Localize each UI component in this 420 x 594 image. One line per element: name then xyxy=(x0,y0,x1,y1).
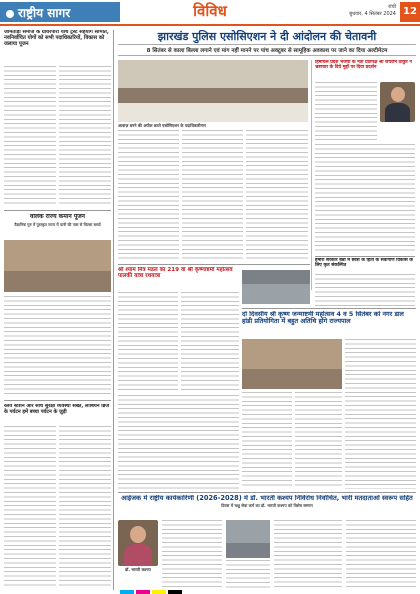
bottom-text-b xyxy=(226,560,270,588)
side-divider-2 xyxy=(315,256,415,257)
left-story1-headline-box xyxy=(4,30,111,64)
left-story2-text xyxy=(4,296,111,396)
brand-name: राष्ट्रीय सागर xyxy=(18,6,71,20)
side-headline-box xyxy=(315,60,415,80)
bottom-portrait-caption: डॉ. भारती कश्यप xyxy=(125,567,151,572)
bottom-portrait xyxy=(118,520,158,566)
left-story2-photo xyxy=(4,240,111,292)
lead-text-col1 xyxy=(118,130,179,260)
side-divider xyxy=(311,60,312,290)
brand-logo xyxy=(0,2,120,22)
left-divider-1 xyxy=(4,210,111,211)
lead-headline: झारखंड पुलिस एसोसिएशन ने दी आंदोलन की चेतावनी xyxy=(157,30,377,43)
lead-text-col3 xyxy=(246,130,308,260)
left-story3-headline-box xyxy=(4,404,111,424)
lead-photo-caption: आवाज़ बनने की अपील करते एसोसिएशन के पदाधिकारीगण xyxy=(118,123,206,128)
left-story3-text-b xyxy=(59,426,111,586)
mid-photo xyxy=(242,270,310,304)
masthead xyxy=(0,0,420,26)
section-title: विविध xyxy=(193,2,227,20)
mid-headline: श्री श्याम मित्र मंडल का 219 वां श्री कृष्णाष्टमी महोत्सव पालकी यात्रा रथयात्रा xyxy=(118,267,233,280)
mid-text-b xyxy=(181,292,239,392)
left-story3-text-a xyxy=(4,426,56,586)
lead-text-col2 xyxy=(182,130,243,260)
fest-text-c xyxy=(295,392,342,489)
print-mark-black xyxy=(168,590,182,594)
leaf-icon xyxy=(6,10,14,18)
left-story1-text-a xyxy=(4,66,56,206)
fest-headline: दो दिवसीय श्री कृष्ण जन्माष्टमी महोत्सव 4 व 5 सितंबर को नगर डाल हांडी प्रतियोगिता में बहुत अतिथि होंगे राज्यपाल xyxy=(242,311,404,326)
bottom-headline: आईजक में राष्ट्रीय कार्यकारिणी (2026-2028) में डॉ. भारती कश्यप निर्विरोध निर्वाचित, भारी मतदाताओं स्वरूप सहित xyxy=(121,495,413,502)
date-city: रांची xyxy=(388,4,396,10)
fest-divider xyxy=(242,308,416,309)
side-text-b xyxy=(315,144,415,254)
lead-deck: 8 सितंबर से काला बिल्ला लगाने एवं मांग नहीं मानने पर पांच अक्टूबर से सामूहिक अवकाश पर जाने का दिया अल्टीमेटम xyxy=(118,44,416,56)
left-story2-subhead: वैज्ञानिक गुरु में पुरस्कृत राज्य में पानी की पास से चिल्ला बच्चों xyxy=(14,221,101,227)
mid-headline-box xyxy=(118,267,238,289)
bottom-text-a xyxy=(162,520,222,588)
main-area xyxy=(118,30,416,590)
bottom-text-d xyxy=(346,520,416,588)
mid-text-a xyxy=(118,292,178,392)
left-story2-headline-box xyxy=(4,214,111,238)
left-story1-text-b xyxy=(59,66,111,206)
left-story1-headline: जामताड़ा समाज के ग्रीवरपोरी यौथ ट्रस्ट सहयोग समिति, नवनिर्वाचित योगों को सभी पदाधिकारियों, विकास को जलाया पूजन xyxy=(4,30,109,47)
bottom-photo xyxy=(226,520,270,558)
bottom-divider xyxy=(118,492,416,493)
left-story3-headline: रेलवे स्टेशन और साथ सुरक्षा व्यवस्था सख्त, लीबियन ब्रिज के पर्यटन हमें बच्चा पर्यटन के जुड़ी xyxy=(4,404,110,415)
print-mark-magenta xyxy=(136,590,150,594)
side-headline: हिमाचल प्रदेश भजपा के नेता प्रतिपक्ष श्री जयराम ठाकुर ने भ्रष्टाचार के दिये मुद्दों पर दिया प्रदर्शन xyxy=(315,60,412,71)
bottom-text-c xyxy=(274,520,342,588)
bottom-headline-box xyxy=(118,495,416,517)
left-column xyxy=(4,30,114,590)
lead-photo xyxy=(118,60,308,122)
side-portrait xyxy=(380,82,415,122)
fest-text-a xyxy=(345,339,416,489)
fest-text-b xyxy=(242,392,292,489)
bottom-deck: दिवस में चक्षु सेवा कर्म का डॉ. भारती कश्यप को विशेष सम्मान xyxy=(221,502,313,508)
date-text: बुधवार, 4 सितंबर 2024 xyxy=(349,11,396,17)
side2-text xyxy=(315,274,415,306)
dateline xyxy=(340,4,396,18)
fest-headline-box xyxy=(242,311,416,337)
mid-divider xyxy=(118,264,310,265)
side2-headline-box xyxy=(315,258,415,272)
side2-headline: हमारा सरकार बन्ना में छात्रों के हितों के सर्वांगीण विकास के लिए कृत संकल्पित xyxy=(315,258,413,269)
left-story2-headline: वालक राज्य कमान पूजन xyxy=(29,214,86,220)
fest-photo xyxy=(242,339,342,389)
side-text-a xyxy=(315,82,377,142)
lead-headline-box xyxy=(118,30,416,58)
mid-text-c xyxy=(118,395,239,489)
left-divider-2 xyxy=(4,400,111,401)
print-mark-yellow xyxy=(152,590,166,594)
page-number: 12 xyxy=(400,2,420,22)
print-mark-cyan xyxy=(120,590,134,594)
